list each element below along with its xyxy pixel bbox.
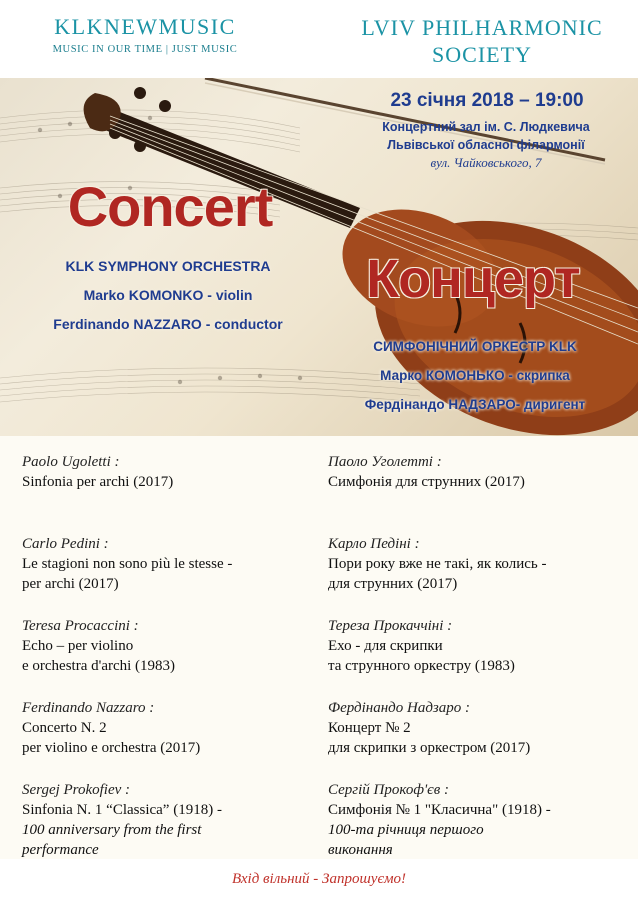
composer-name: Тереза Прокаччіні : bbox=[328, 618, 453, 634]
composer-name: Teresa Procaccini : bbox=[22, 618, 139, 634]
work-line: та струнного оркестру (1983) bbox=[328, 658, 515, 674]
work-line: Симфонія для струнних (2017) bbox=[328, 474, 525, 490]
work-note: 100-та річниця першого bbox=[328, 822, 484, 838]
program-item bbox=[22, 452, 322, 534]
composer-name: Ferdinando Nazzaro : bbox=[22, 700, 155, 716]
program-item bbox=[328, 534, 628, 616]
work-line: Ехо - для скрипки bbox=[328, 638, 443, 654]
society-name bbox=[342, 14, 622, 68]
performers-ukrainian bbox=[330, 332, 620, 419]
program-ukrainian bbox=[328, 452, 628, 862]
work-line: per violino e orchestra (2017) bbox=[22, 740, 201, 756]
composer-name: Фердінандо Надзаро : bbox=[328, 700, 471, 716]
composer-name: Карло Педіні : bbox=[328, 536, 420, 552]
work-note: виконання bbox=[328, 842, 393, 858]
event-date: 23 січня 2018 – 19:00 bbox=[390, 90, 584, 111]
conductor-en: Ferdinando NAZZARO - conductor bbox=[53, 316, 283, 332]
free-entry-text: Вхід вільний - Запрошуємо! bbox=[231, 871, 407, 887]
work-line: Le stagioni non sono più le stesse - bbox=[22, 556, 233, 572]
venue-address: вул. Чайковського, 7 bbox=[430, 155, 542, 170]
work-line: Пори року вже не такі, як колись - bbox=[328, 556, 547, 572]
work-line: e orchestra d'archi (1983) bbox=[22, 658, 176, 674]
composer-name: Carlo Pedini : bbox=[22, 536, 109, 552]
program-item bbox=[22, 534, 322, 616]
work-line: Echo – per violino bbox=[22, 638, 134, 654]
program-item bbox=[328, 698, 628, 780]
orchestra-en: KLK SYMPHONY ORCHESTRA bbox=[65, 258, 271, 274]
work-line: Концерт № 2 bbox=[328, 720, 411, 736]
work-line: для струнних (2017) bbox=[328, 576, 458, 592]
soloist-ua: Марко КОМОНЬКО - скрипка bbox=[380, 368, 570, 383]
program-item bbox=[22, 698, 322, 780]
program-item bbox=[328, 616, 628, 698]
header bbox=[0, 0, 638, 78]
brand-block bbox=[14, 14, 276, 55]
brand-name: KLKNEWMUSIC bbox=[54, 14, 236, 39]
program-item bbox=[22, 780, 322, 862]
venue-line-2: Львівської обласної філармонії bbox=[387, 138, 585, 152]
title-english: Concert bbox=[67, 175, 273, 238]
hero-banner bbox=[0, 78, 638, 436]
soloist-en: Marko KOMONKO - violin bbox=[83, 287, 253, 303]
work-line: для скрипки з оркестром (2017) bbox=[328, 740, 531, 756]
composer-name: Паоло Уголетті : bbox=[328, 454, 442, 470]
work-line: Sinfonia per archi (2017) bbox=[22, 474, 174, 490]
program-item bbox=[22, 616, 322, 698]
work-note: 100 anniversary from the first bbox=[22, 822, 202, 838]
program-english bbox=[22, 452, 322, 862]
work-line: Concerto N. 2 bbox=[22, 720, 107, 736]
orchestra-ua: СИМФОНІЧНИЙ ОРКЕСТР KLK bbox=[373, 339, 577, 354]
composer-name: Сергій Прокоф'єв : bbox=[328, 782, 449, 798]
conductor-ua: Фердінандо НАДЗАРО- диригент bbox=[364, 397, 586, 412]
program-item bbox=[328, 452, 628, 534]
event-venue bbox=[346, 118, 626, 172]
brand-tagline: MUSIC IN OUR TIME | JUST MUSIC bbox=[52, 44, 238, 55]
program-item bbox=[328, 780, 628, 862]
performers-english bbox=[18, 252, 318, 339]
society-line-1: LVIV PHILHARMONIC bbox=[361, 15, 603, 40]
composer-name: Paolo Ugoletti : bbox=[22, 454, 120, 470]
work-line: Симфонія № 1 "Класична" (1918) - bbox=[328, 802, 551, 818]
title-ukrainian: Концерт bbox=[366, 249, 580, 309]
footer bbox=[0, 859, 638, 907]
work-note: performance bbox=[22, 842, 99, 858]
work-line: Sinfonia N. 1 “Classica” (1918) - bbox=[22, 802, 222, 818]
composer-name: Sergej Prokofiev : bbox=[22, 782, 131, 798]
venue-line-1: Концертний зал ім. С. Людкевича bbox=[382, 120, 590, 134]
work-line: per archi (2017) bbox=[22, 576, 119, 592]
society-line-2: SOCIETY bbox=[432, 42, 532, 67]
